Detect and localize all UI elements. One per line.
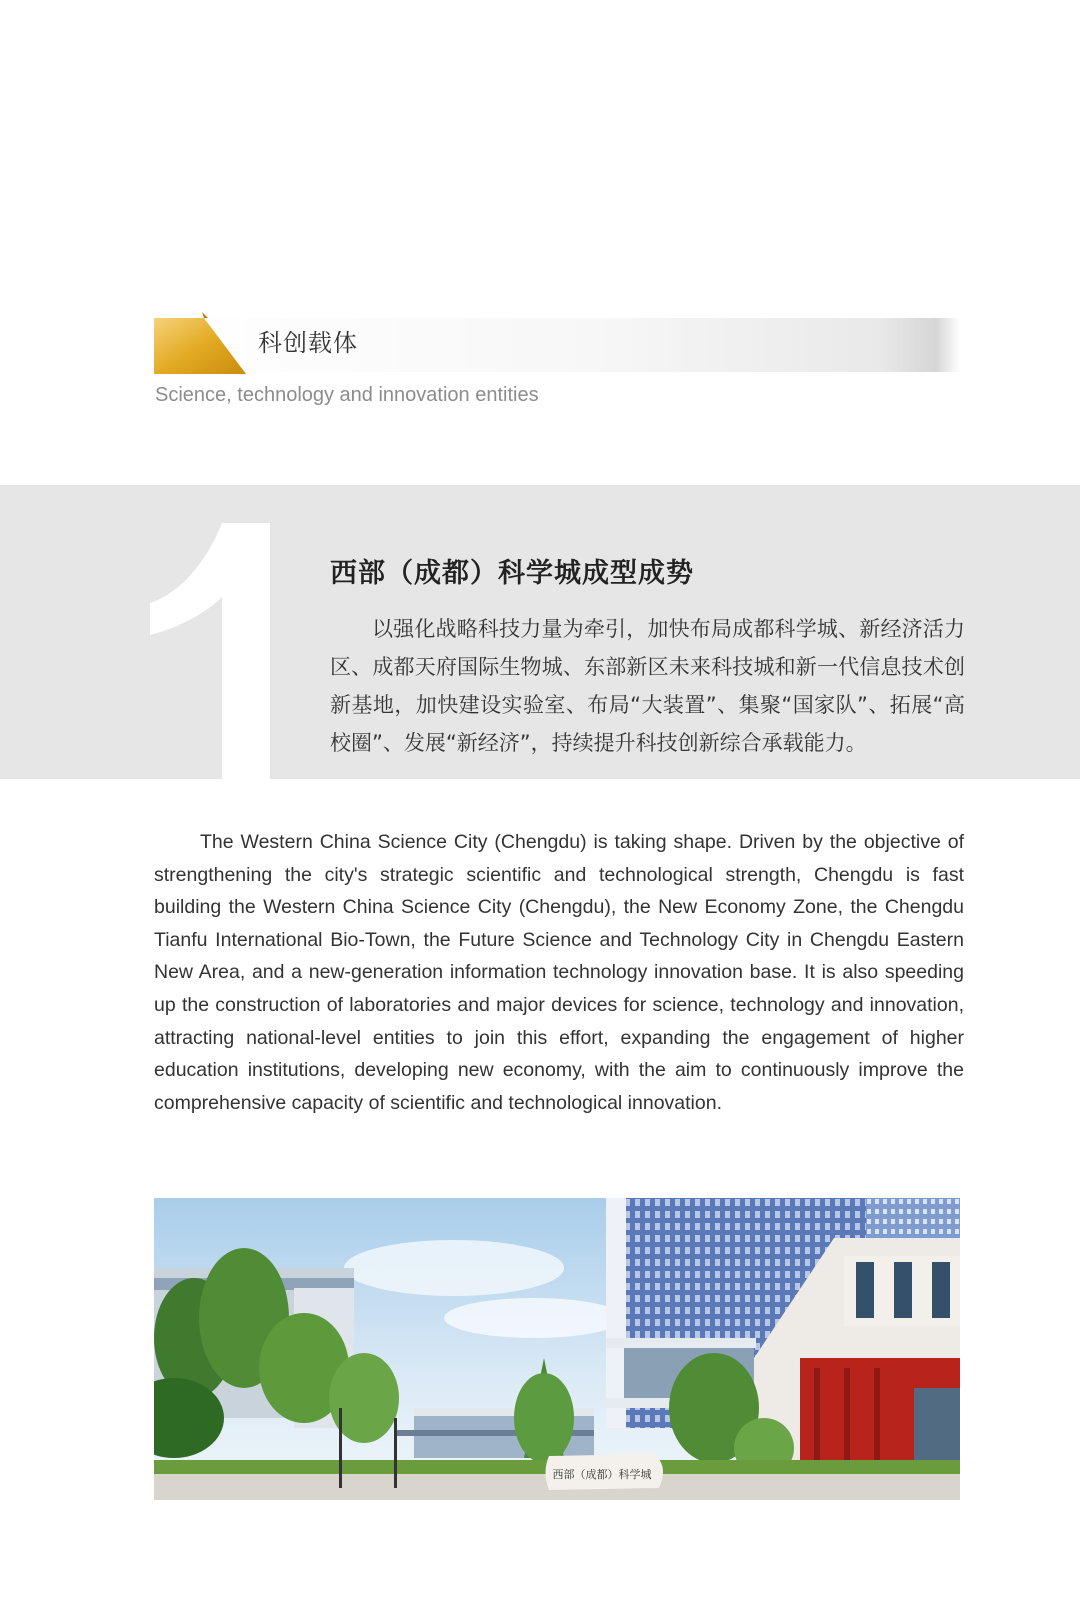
- english-paragraph: The Western China Science City (Chengdu) is taking shape. Driven by the objective of strengthening the city's strategic scientific and technological strength, Chengdu is fast building the Western China Science City (Chengdu), the New Economy Zone, the Chengdu Tianfu International Bio-Town, the Future Science and Technology City in Chengdu Eastern New Area, and a new-generation information technology innovation base. It is also speeding up the construction of laboratories and major devices for science, technology and innovation, attracting national-level entities to join this effort, expanding the engagement of higher education institutions, developing new economy, with the aim to continuously improve the comprehensive capacity of scientific and technological innovation.: [154, 831, 964, 1114]
- science-city-photo: [154, 1198, 960, 1500]
- gold-tab-icon: [154, 312, 246, 374]
- section-number: [150, 523, 270, 779]
- chinese-paragraph: 以强化战略科技力量为牵引，加快布局成都科学城、新经济活力区、成都天府国际生物城、东部新区未来科技城和新一代信息技术创新基地，加快建设实验室、布局“大装置”、集聚“国家队”、拓展“高校圈”、发展“新经济”，持续提升科技创新综合承载能力。: [330, 617, 965, 755]
- item-heading: 西部（成都）科学城成型成势: [330, 558, 694, 589]
- section-subtitle: Science, technology and innovation entities: [155, 384, 539, 406]
- science-city-sign: 西部（成都）科学城: [552, 1468, 652, 1481]
- section-title: 科创载体: [258, 329, 358, 357]
